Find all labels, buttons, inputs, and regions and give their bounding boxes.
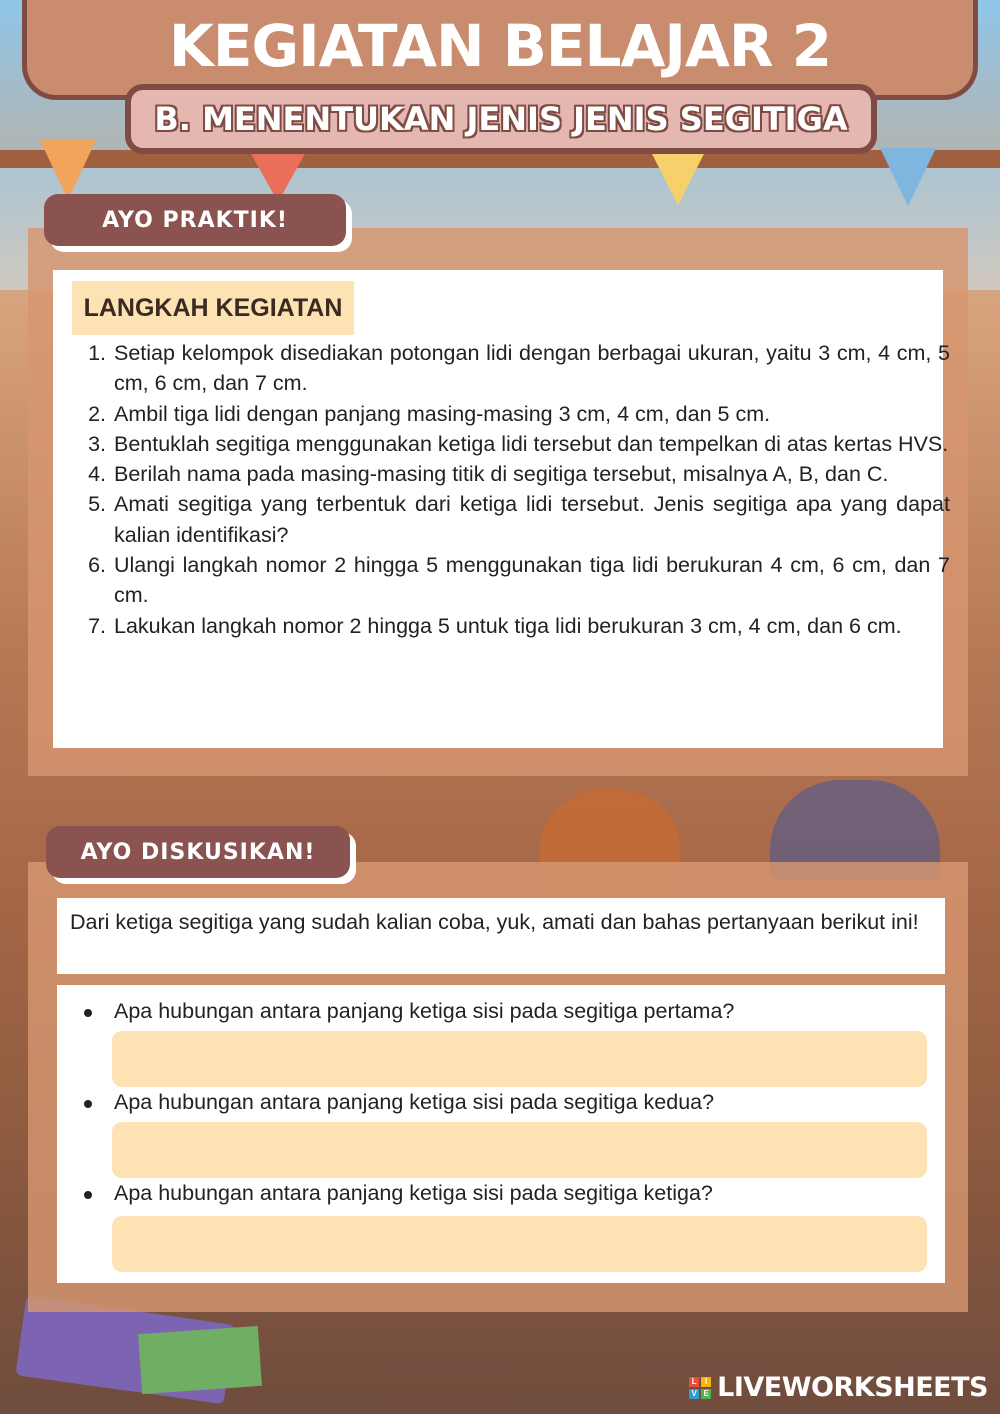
- logo-text: LIVEWORKSHEETS: [717, 1372, 988, 1403]
- question-text: Apa hubungan antara panjang ketiga sisi pada segitiga ketiga?: [114, 1181, 713, 1205]
- page-subtitle: B. MENENTUKAN JENIS JENIS SEGITIGA: [154, 100, 848, 138]
- diskusi-tab: AYO DISKUSIKAN!: [46, 826, 350, 878]
- bullet-icon: [84, 1191, 92, 1199]
- steps-heading: LANGKAH KEGIATAN: [72, 281, 354, 335]
- answer-field-2[interactable]: [112, 1122, 927, 1178]
- praktik-tab: AYO PRAKTIK!: [44, 194, 346, 246]
- discussion-intro: Dari ketiga segitiga yang sudah kalian coba, yuk, amati dan bahas pertanyaan berikut ini!: [70, 910, 919, 934]
- answer-field-1[interactable]: [112, 1031, 927, 1087]
- answer-field-3[interactable]: [112, 1216, 927, 1272]
- step-item: 1. Setiap kelompok disediakan potongan lidi dengan berbagai ukuran, yaitu 3 cm, 4 cm, 5 cm, 6 cm, dan 7 cm.: [112, 338, 950, 399]
- page-title: KEGIATAN BELAJAR 2: [168, 12, 832, 80]
- pennant-decoration: [40, 140, 96, 200]
- step-item: 4. Berilah nama pada masing-masing titik di segitiga tersebut, misalnya A, B, dan C.: [112, 459, 950, 489]
- step-item: 2. Ambil tiga lidi dengan panjang masing-masing 3 cm, 4 cm, dan 5 cm.: [112, 399, 950, 429]
- logo-mark-icon: L I V E: [689, 1377, 711, 1399]
- step-item: 3. Bentuklah segitiga menggunakan ketiga lidi tersebut dan tempelkan di atas kertas HVS.: [112, 429, 950, 459]
- question-text: Apa hubungan antara panjang ketiga sisi pada segitiga kedua?: [114, 1090, 715, 1114]
- bullet-icon: [84, 1100, 92, 1108]
- liveworksheets-logo: [689, 1372, 988, 1403]
- step-item: 5. Amati segitiga yang terbentuk dari ketiga lidi tersebut. Jenis segitiga apa yang dapat kalian identifikasi?: [112, 489, 950, 550]
- bullet-icon: [84, 1009, 92, 1017]
- step-item: 7. Lakukan langkah nomor 2 hingga 5 untuk tiga lidi berukuran 3 cm, 4 cm, dan 6 cm.: [112, 611, 950, 641]
- background-book: [138, 1326, 262, 1394]
- step-item: 6. Ulangi langkah nomor 2 hingga 5 menggunakan tiga lidi berukuran 4 cm, 6 cm, dan 7 cm.: [112, 550, 950, 611]
- steps-list: [84, 338, 950, 641]
- pennant-decoration: [650, 150, 706, 205]
- question-text: Apa hubungan antara panjang ketiga sisi pada segitiga pertama?: [114, 999, 735, 1023]
- subtitle-banner: [125, 84, 877, 154]
- pennant-decoration: [880, 148, 936, 206]
